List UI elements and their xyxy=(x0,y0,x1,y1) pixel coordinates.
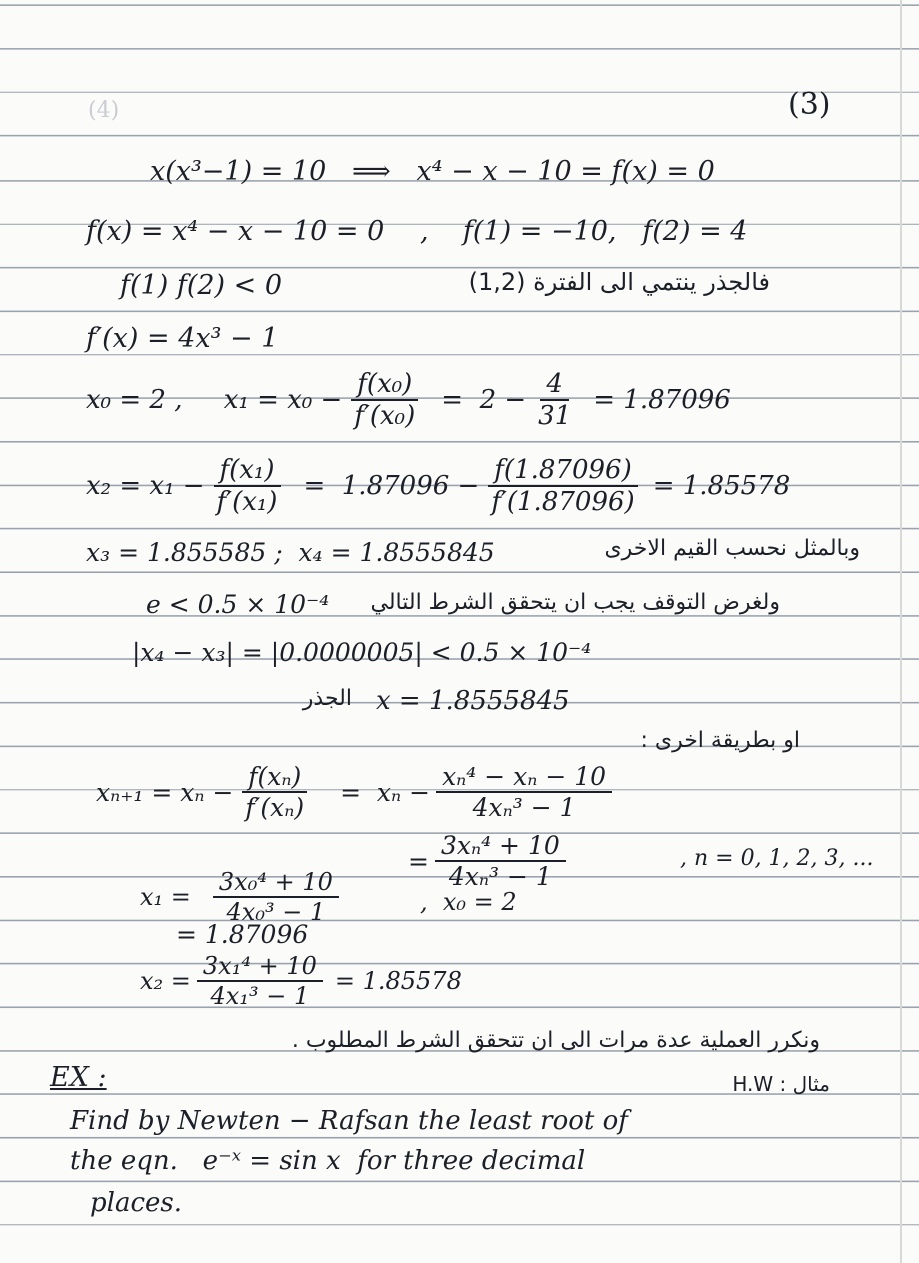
derivative-line: f′(x) = 4x³ − 1 xyxy=(86,323,279,354)
iteration-x1 xyxy=(86,360,731,440)
fraction-numerator: 3x₀⁴ + 10 xyxy=(213,870,339,898)
arabic-repeat-note: ونكرر العملية عدة مرات الى ان تتحقق الشرط المطلوب . xyxy=(291,1028,820,1053)
faint-page-number: (4) xyxy=(88,98,120,123)
fraction-denominator: f′(xₙ) xyxy=(245,793,305,822)
page-number: (3) xyxy=(788,87,831,122)
example-text-line-3: places. xyxy=(90,1188,183,1218)
arabic-note-stop-condition: ولغرض التوقف يجب ان يتحقق الشرط التالي xyxy=(370,590,780,615)
fraction-numerator: f(x₀) xyxy=(351,371,418,401)
stop-check: |x₄ − x₃| = |0.0000005| < 0.5 × 10⁻⁴ xyxy=(132,638,592,667)
iteration-x1-lhs: x₀ = 2 , x₁ = x₀ − xyxy=(86,385,343,415)
equation-line-3a: f(1) f(2) < 0 xyxy=(120,270,283,301)
fraction-denominator: 4xₙ³ − 1 xyxy=(448,862,552,891)
iteration-x1-result: = 1.87096 xyxy=(593,385,731,415)
simplified-formula xyxy=(408,826,572,896)
iteration-x2-mid: = 1.87096 − xyxy=(303,471,480,501)
simplified-formula-eq: = xyxy=(408,846,429,876)
newton-formula-mid: = xₙ − xyxy=(340,777,431,807)
x1-computation-lhs: x₁ = xyxy=(140,883,191,911)
fraction-4-31 xyxy=(532,371,577,429)
root-value: x = 1.8555845 xyxy=(376,686,570,716)
arabic-note-similarly: وبالمثل نحسب القيم الاخرى xyxy=(604,536,860,561)
fraction-denominator: f′(1.87096) xyxy=(491,487,635,517)
x2-computation xyxy=(140,946,462,1016)
fraction-x1 xyxy=(213,870,339,924)
fraction-f-x1 xyxy=(211,457,284,515)
fraction-polynomial xyxy=(436,764,612,820)
fraction-numerator: f(x₁) xyxy=(214,457,281,487)
fraction-numerator: 3xₙ⁴ + 10 xyxy=(435,833,566,862)
newton-formula xyxy=(96,752,618,832)
x2-computation-lhs: x₂ = xyxy=(140,967,191,995)
iteration-x2 xyxy=(86,446,790,526)
fraction-denominator: 4xₙ³ − 1 xyxy=(472,793,576,822)
x1-result: = 1.87096 xyxy=(176,920,309,949)
equation-line-1: x(x³−1) = 10 ⟹ x⁴ − x − 10 = f(x) = 0 xyxy=(150,156,715,187)
x2-result: = 1.85578 xyxy=(334,967,462,995)
fraction-denominator: f′(x₁) xyxy=(216,487,278,517)
example-text-line-1: Find by Newten − Rafsan the least root of xyxy=(70,1106,628,1136)
fraction-numerator: 3x₁⁴ + 10 xyxy=(197,954,323,982)
arabic-root-label: الجذر xyxy=(302,686,352,711)
fraction-x2 xyxy=(197,954,323,1008)
example-text-line-2: the eqn. e⁻ˣ = sin x for three decimal xyxy=(70,1146,586,1176)
fraction-f-x0 xyxy=(348,371,421,429)
equation-line-2a: f(x) = x⁴ − x − 10 = 0 xyxy=(86,216,385,247)
fraction-f-xn xyxy=(239,764,310,820)
equation-line-2b: , f(1) = −10, f(2) = 4 xyxy=(420,216,748,247)
fraction-numerator: xₙ⁴ − xₙ − 10 xyxy=(436,764,612,793)
fraction-numerator: 4 xyxy=(540,371,569,401)
fraction-f-187096 xyxy=(485,457,640,515)
iteration-x3-x4: x₃ = 1.855585 ; x₄ = 1.8555845 xyxy=(86,538,495,567)
index-range: , n = 0, 1, 2, 3, ... xyxy=(680,846,874,871)
homework-label: مثال : H.W xyxy=(732,1072,830,1096)
fraction-denominator: 4x₁³ − 1 xyxy=(210,982,310,1010)
fraction-simplified xyxy=(435,833,566,889)
fraction-numerator: f(1.87096) xyxy=(488,457,637,487)
iteration-x2-result: = 1.85578 xyxy=(652,471,791,501)
error-tolerance: e < 0.5 × 10⁻⁴ xyxy=(146,590,330,619)
iteration-x1-mid: = 2 − xyxy=(441,385,527,415)
fraction-denominator: 4x₀³ − 1 xyxy=(226,898,326,926)
arabic-another-method: او بطريقة اخرى : xyxy=(640,728,800,753)
fraction-numerator: f(xₙ) xyxy=(242,764,307,793)
iteration-x2-lhs: x₂ = x₁ − xyxy=(86,471,205,501)
arabic-note-interval: فالجذر ينتمي الى الفترة (1,2) xyxy=(468,268,770,296)
fraction-denominator: 31 xyxy=(538,401,572,431)
initial-value: , x₀ = 2 xyxy=(420,888,517,916)
example-label: EX : xyxy=(50,1062,107,1093)
fraction-denominator: f′(x₀) xyxy=(354,401,416,431)
newton-formula-lhs: xₙ₊₁ = xₙ − xyxy=(96,777,234,807)
